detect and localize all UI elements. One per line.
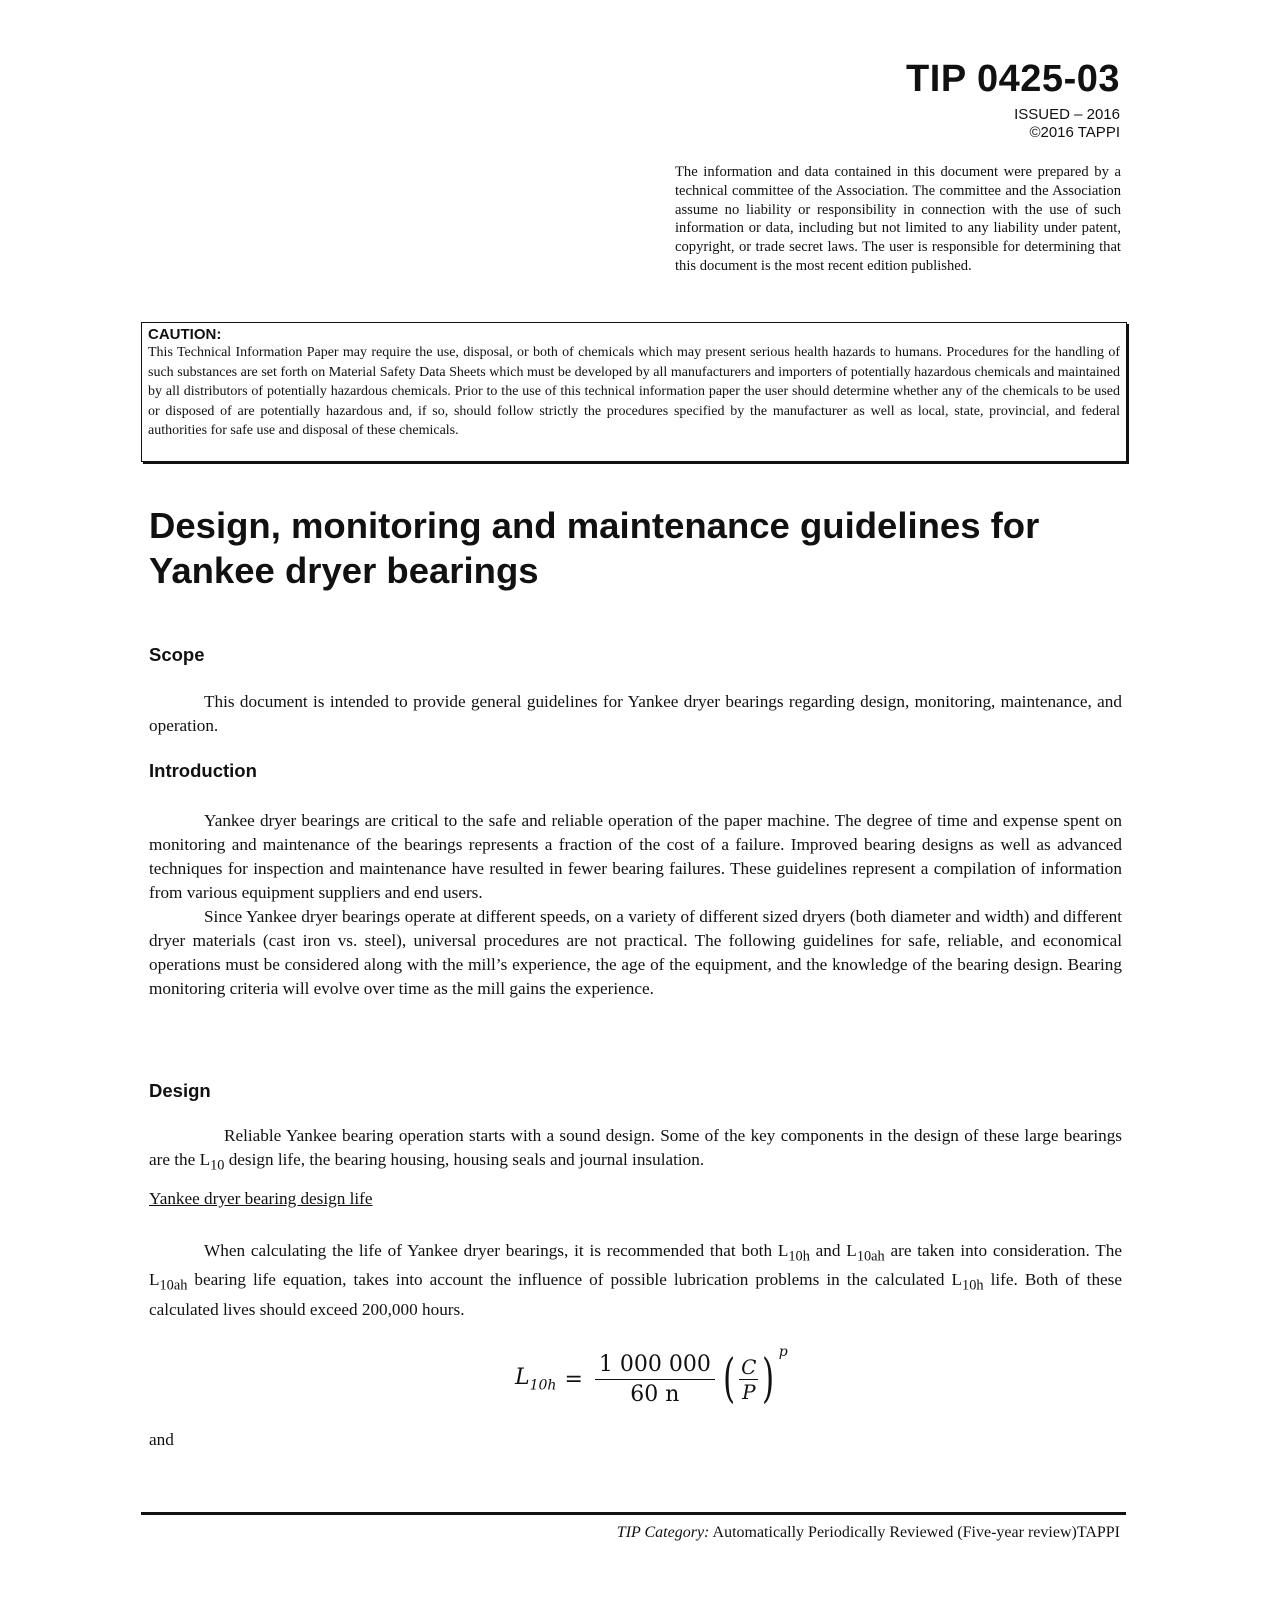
formula-lhs: $L_{10h}$ [515, 1364, 557, 1394]
formula-equals: = [564, 1366, 583, 1392]
copyright: ©2016 TAPPI [1029, 124, 1120, 141]
caution-box [141, 322, 1127, 462]
formula-close-paren: ) [762, 1349, 775, 1409]
design-heading: Design [149, 1080, 211, 1101]
design-life-text: When calculating the life of Yankee dryer bearings, it is recommended that both $L_{10h}$ and $L_{10ah}$ are taken into consideration. The $L_{10ah}$ bearing life equation, takes into account the influence of possible lubrication problems in the calculated $L_{10h}$ life. Both of these calculated lives should exceed 200,000 hours. [149, 1241, 1122, 1319]
tip-number: TIP 0425-03 [906, 58, 1120, 100]
footer-category-label: TIP Category: [616, 1524, 710, 1541]
formula-denominator: 60 n [630, 1381, 680, 1407]
caution-text: This Technical Information Paper may require the use, disposal, or both of chemicals which may present serious health hazards to humans. Procedures for the handling of such substances are set forth on Material Safety Data Sheets which must be developed by all manufacturers and importers of potentially hazardous chemicals and maintained by all distributors of potentially hazardous chemicals. Prior to the use of this technical information paper the user should determine whether any of the chemicals to be used or disposed of are potentially hazardous and, if so, should follow strictly the procedures specified by the manufacturer as well as local, state, provincial, and federal authorities for safe use and disposal of these chemicals. [148, 345, 1120, 439]
design-life-paragraph [149, 1239, 1122, 1322]
footer-category-text: Automatically Periodically Reviewed (Five-year review)TAPPI [709, 1524, 1120, 1541]
scope-text: This document is intended to provide general guidelines for Yankee dryer bearings regarding design, monitoring, maintenance, and operation. [149, 692, 1122, 735]
introduction-paragraph-1: Yankee dryer bearings are critical to the safe and reliable operation of the paper machine. The degree of time and expense spent on monitoring and maintenance of the bearings represents a fraction of the cost of a failure. Improved bearing designs as well as advanced techniques for inspection and maintenance have resulted in fewer bearing failures. These guidelines represent a compilation of information from various equipment suppliers and end users. [149, 811, 1122, 902]
introduction-section [149, 809, 1122, 1001]
document-title-line2: Yankee dryer bearings [149, 550, 539, 591]
bearing-life-formula [515, 1344, 788, 1414]
disclaimer: The information and data contained in this document were prepared by a technical committee of the Association. The committee and the Association assume no liability or responsibility in connection with the use of such information or data, including but not limited to any liability under patent, copyright, or trade secret laws. The user is responsible for determining that this document is the most recent edition published. [675, 164, 1121, 274]
issued-date: ISSUED – 2016 [1014, 106, 1120, 123]
design-paragraph [149, 1124, 1122, 1177]
scope-heading: Scope [149, 644, 205, 665]
introduction-heading: Introduction [149, 760, 257, 781]
document-title-line1: Design, monitoring and maintenance guidelines for [149, 505, 1040, 546]
introduction-paragraph-2: Since Yankee dryer bearings operate at different speeds, on a variety of different sized dryers (both diameter and width) and different dryer materials (cast iron vs. steel), universal procedures are not practical. The following guidelines for safe, reliable, and economical operations must be considered along with the mill’s experience, the age of the equipment, and the knowledge of the bearing design. Bearing monitoring criteria will evolve over time as the mill gains the experience. [149, 907, 1122, 998]
formula-ratio-denominator: P [742, 1379, 756, 1404]
formula-ratio [739, 1355, 758, 1404]
caution-title: CAUTION: [148, 326, 222, 343]
and-text: and [149, 1430, 174, 1449]
design-text: Reliable Yankee bearing operation starts with a sound design. Some of the key components in the design of these large bearings are the $L_{10}$ design life, the bearing housing, housing seals and journal insulation. [149, 1126, 1122, 1174]
document-title [149, 503, 1149, 593]
design-life-subheading: Yankee dryer bearing design life [149, 1189, 373, 1208]
footer-rule [141, 1512, 1126, 1515]
formula-open-paren: ( [722, 1349, 736, 1409]
formula-fraction [595, 1352, 715, 1407]
formula-ratio-numerator: C [741, 1354, 757, 1379]
formula-numerator: 1 000 000 [595, 1352, 715, 1380]
scope-paragraph [149, 690, 1122, 738]
formula-exponent: p [778, 1344, 788, 1360]
footer [617, 1524, 1120, 1542]
